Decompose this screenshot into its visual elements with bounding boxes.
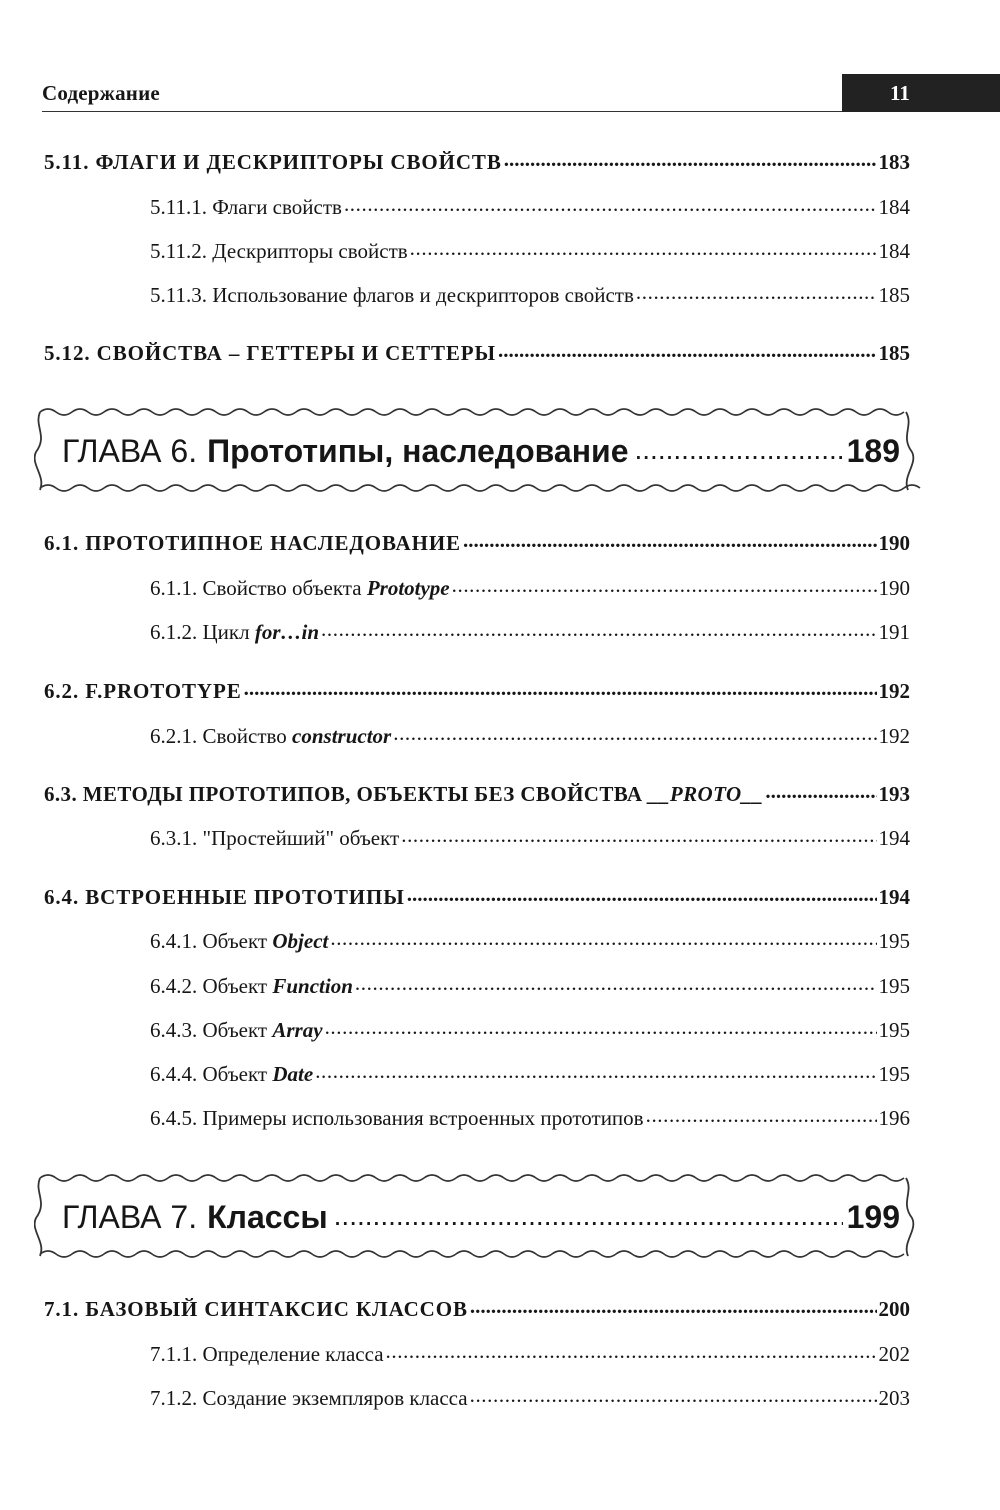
- toc-entry-title: F.PROTOTYPE: [85, 679, 242, 703]
- chapter-6-banner[interactable]: [34, 406, 922, 496]
- toc-entry-number: 6.4.2.: [150, 974, 198, 998]
- leader-dots: [401, 824, 876, 845]
- toc-entry-number: 6.1.: [44, 531, 80, 555]
- toc-entry-title: "Простейший" объект: [202, 826, 400, 850]
- toc-entry-title: Определение класса: [202, 1342, 384, 1366]
- header-title: Содержание: [42, 81, 160, 105]
- toc-entry-title: Свойство объекта: [202, 576, 362, 600]
- leader-dots: [498, 339, 876, 360]
- page-header: [42, 78, 1000, 114]
- chapter-7-banner[interactable]: [34, 1172, 922, 1262]
- toc-entry-page: 196: [878, 1106, 910, 1130]
- toc-entry-6-1[interactable]: [0, 529, 1000, 556]
- toc-entry-7-1-1[interactable]: [0, 1340, 1000, 1367]
- leader-dots: [410, 237, 877, 258]
- toc-entry-7-1[interactable]: [0, 1295, 1000, 1322]
- toc-entry-number: 5.11.2.: [150, 239, 207, 263]
- toc-entry-6-3[interactable]: [0, 780, 1000, 807]
- toc-entry-title: Объект: [202, 974, 268, 998]
- toc-entry-number: 6.4.: [44, 885, 80, 909]
- chapter-name: Прототипы, наследование: [207, 433, 629, 469]
- toc-entry-5-11-3[interactable]: [0, 281, 1000, 308]
- toc-entry-page: 195: [878, 1018, 910, 1042]
- toc-entry-number: 6.1.1.: [150, 576, 198, 600]
- toc-entry-number: 6.2.: [44, 679, 80, 703]
- toc-entry-number: 5.11.1.: [150, 195, 207, 219]
- toc-entry-7-1-2[interactable]: [0, 1384, 1000, 1411]
- toc-entry-5-11[interactable]: [0, 148, 1000, 175]
- toc-entry-title: Использование флагов и дескрипторов свойств: [212, 283, 634, 307]
- toc-entry-title: Объект: [202, 929, 268, 953]
- leader-dots: [646, 1104, 877, 1125]
- toc-entry-title: СВОЙСТВА – ГЕТТЕРЫ И СЕТТЕРЫ: [96, 341, 497, 365]
- toc-entry-title: Объект: [202, 1062, 268, 1086]
- toc-entry-page: 184: [878, 195, 910, 219]
- leader-dots: [321, 618, 876, 639]
- toc-entry-emphasis: __PROTO__: [648, 782, 764, 806]
- leader-dots: [463, 529, 877, 550]
- toc-entry-number: 6.3.1.: [150, 826, 198, 850]
- toc-entry-6-3-1[interactable]: [0, 824, 1000, 851]
- toc-entry-page: 191: [878, 620, 910, 644]
- toc-entry-6-2-1[interactable]: [0, 722, 1000, 749]
- toc-entry-number: 6.4.5.: [150, 1106, 198, 1130]
- toc-entry-page: 200: [878, 1297, 910, 1321]
- leader-dots: [325, 1016, 877, 1037]
- toc-entry-page: 195: [878, 1062, 910, 1086]
- toc-entry-title: Свойство: [202, 724, 287, 748]
- toc-entry-emphasis: for…in: [254, 620, 320, 644]
- toc-entry-title: ФЛАГИ И ДЕСКРИПТОРЫ СВОЙСТВ: [95, 150, 502, 174]
- toc-entry-page: 185: [878, 341, 910, 365]
- toc-entry-page: 194: [878, 885, 910, 909]
- leader-dots: [244, 677, 877, 698]
- toc-entry-number: 6.4.3.: [150, 1018, 198, 1042]
- leader-dots: [315, 1060, 876, 1081]
- toc-entry-6-4[interactable]: [0, 883, 1000, 910]
- leader-dots: [504, 148, 877, 169]
- toc-entry-title: Объект: [202, 1018, 268, 1042]
- leader-dots: [334, 1196, 843, 1228]
- header-page-number: 11: [842, 74, 1000, 112]
- toc-entry-page: 185: [878, 283, 910, 307]
- chapter-name: Классы: [207, 1199, 328, 1235]
- chapter-page: 199: [846, 1199, 900, 1235]
- toc-entry-emphasis: Object: [272, 929, 329, 953]
- leader-dots: [330, 927, 876, 948]
- toc-entry-6-4-5[interactable]: [0, 1104, 1000, 1131]
- toc-entry-page: 195: [878, 929, 910, 953]
- chapter-6-heading: [62, 430, 900, 470]
- leader-dots: [636, 281, 877, 302]
- toc-entry-page: 192: [878, 724, 910, 748]
- leader-dots: [634, 430, 842, 462]
- toc-entry-number: 6.4.1.: [150, 929, 198, 953]
- toc-entry-page: 184: [878, 239, 910, 263]
- toc-entry-emphasis: Function: [272, 974, 353, 998]
- toc-entry-6-4-1[interactable]: [0, 927, 1000, 954]
- toc-entry-6-1-2[interactable]: [0, 618, 1000, 645]
- leader-dots: [393, 722, 876, 743]
- toc-entry-title: ВСТРОЕННЫЕ ПРОТОТИПЫ: [85, 885, 405, 909]
- leader-dots: [407, 883, 877, 904]
- chapter-label: ГЛАВА 7.: [62, 1199, 198, 1235]
- leader-dots: [355, 972, 877, 993]
- chapter-page: 189: [846, 433, 900, 469]
- toc-entry-number: 5.12.: [44, 341, 91, 365]
- toc-entry-5-11-2[interactable]: [0, 237, 1000, 264]
- toc-entry-number: 7.1.2.: [150, 1386, 198, 1410]
- toc-entry-emphasis: Prototype: [366, 576, 450, 600]
- toc-entry-page: 190: [878, 576, 910, 600]
- toc-entry-page: 183: [878, 150, 910, 174]
- toc-entry-title: МЕТОДЫ ПРОТОТИПОВ, ОБЪЕКТЫ БЕЗ СВОЙСТВА: [82, 782, 643, 806]
- toc-entry-5-11-1[interactable]: [0, 193, 1000, 220]
- leader-dots: [344, 193, 877, 214]
- toc-entry-number: 6.4.4.: [150, 1062, 198, 1086]
- toc-entry-page: 202: [878, 1342, 910, 1366]
- toc-entry-page: 195: [878, 974, 910, 998]
- toc-entry-number: 6.2.1.: [150, 724, 198, 748]
- toc-entry-number: 6.3.: [44, 782, 78, 806]
- toc-entry-title: ПРОТОТИПНОЕ НАСЛЕДОВАНИЕ: [85, 531, 461, 555]
- toc-entry-title: Создание экземпляров класса: [202, 1386, 468, 1410]
- toc-entry-page: 194: [878, 826, 910, 850]
- toc-entry-number: 5.11.: [44, 150, 90, 174]
- toc-entry-title: Дескрипторы свойств: [212, 239, 408, 263]
- toc-entry-page: 203: [878, 1386, 910, 1410]
- toc-entry-5-12[interactable]: [0, 339, 1000, 366]
- toc-entry-number: 7.1.1.: [150, 1342, 198, 1366]
- toc-entry-title: Примеры использования встроенных прототипов: [202, 1106, 644, 1130]
- toc-entry-6-2[interactable]: [0, 677, 1000, 704]
- toc-entry-6-4-2[interactable]: [0, 972, 1000, 999]
- toc-entry-emphasis: constructor: [292, 724, 392, 748]
- toc-entry-number: 7.1.: [44, 1297, 80, 1321]
- toc-entry-emphasis: Date: [272, 1062, 314, 1086]
- chapter-7-heading: [62, 1196, 900, 1236]
- toc-entry-title: Цикл: [202, 620, 250, 644]
- toc-entry-title: Флаги свойств: [212, 195, 342, 219]
- toc-entry-number: 6.1.2.: [150, 620, 198, 644]
- leader-dots: [470, 1384, 877, 1405]
- toc-entry-6-4-4[interactable]: [0, 1060, 1000, 1087]
- leader-dots: [765, 780, 876, 801]
- leader-dots: [470, 1295, 877, 1316]
- toc-entry-page: 192: [878, 679, 910, 703]
- toc-entry-emphasis: Array: [272, 1018, 323, 1042]
- leader-dots: [452, 574, 877, 595]
- header-rule: [42, 111, 842, 112]
- toc-entry-page: 193: [878, 782, 910, 806]
- leader-dots: [386, 1340, 877, 1361]
- toc-entry-number: 5.11.3.: [150, 283, 207, 307]
- toc-entry-title: БАЗОВЫЙ СИНТАКСИС КЛАССОВ: [85, 1297, 468, 1321]
- toc-entry-page: 190: [878, 531, 910, 555]
- chapter-label: ГЛАВА 6.: [62, 433, 198, 469]
- toc-entry-6-1-1[interactable]: [0, 574, 1000, 601]
- toc-entry-6-4-3[interactable]: [0, 1016, 1000, 1043]
